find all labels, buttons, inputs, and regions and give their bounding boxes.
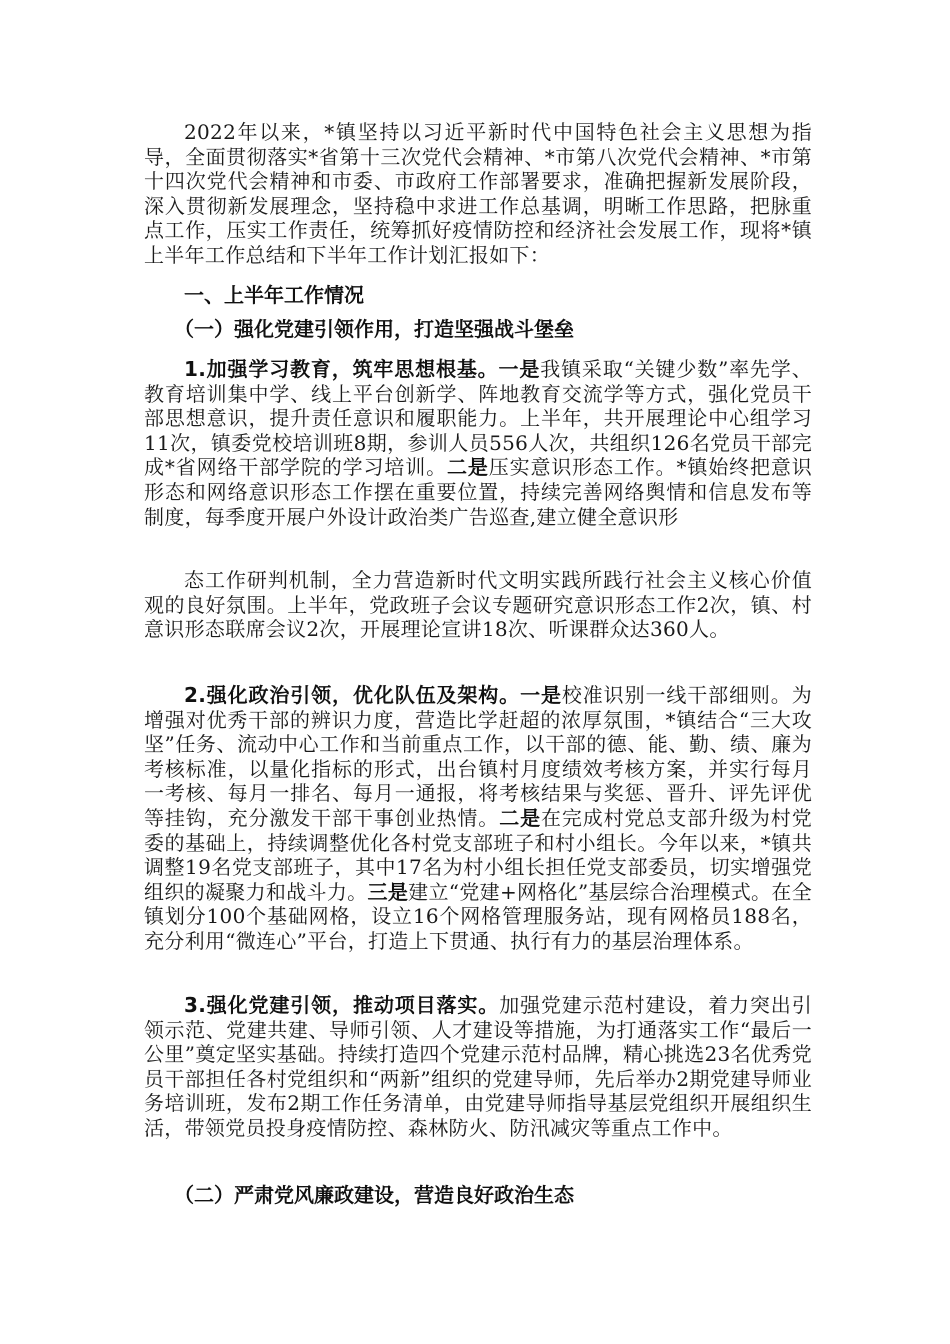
item-2-text-3: 建立“党建+网格化”基层综合治理模式。在全镇划分100个基础网格，设立16个网格管理服务站，现有网格员188名，充分利用“微连心”平台，打造上下贯通、执行有力的基层治理体系。 xyxy=(144,879,812,953)
item-3-title: 3.强化党建引领，推动项目落实。 xyxy=(184,993,500,1017)
item-1-lead-1: 一是 xyxy=(498,357,541,381)
item-1-continuation: 态工作研判机制，全力营造新时代文明实践所践行社会主义核心价值观的良好氛围。上半年，党政班子会议专题研究意识形态工作2次，镇、村意识形态联席会议2次，开展理论宣讲18次、听课群众达360人。 xyxy=(144,568,812,642)
item-2-lead-3: 三是 xyxy=(367,879,409,904)
item-2-text-1: 校准识别一线干部细则。为增强对优秀干部的辨识力度，营造比学赶超的浓厚氛围，*镇结合“三大攻坚”任务、流动中心工作和当前重点工作，以干部的德、能、勤、绩、廉为考核标准，以量化指标的形式，出台镇村月度绩效考核方案，并实行每月一考核、每月一排名、每月一通报，将考核结果与奖惩、晋升、评先评优等挂钩，充分激发干部干事创业热情。 xyxy=(144,683,812,830)
item-2-text-2: 在完成村党总支部升级为村党委的基础上，持续调整优化各村党支部班子和村小组长。今年以来，*镇共调整19名党支部班子，其中17名为村小组长担任党支部委员，切实增强党组织的凝聚力和战斗力。 xyxy=(144,805,812,904)
item-3-text: 加强党建示范村建设，着力突出引领示范、党建共建、导师引领、人才建设等措施，为打通落实工作“最后一公里”奠定坚实基础。持续打造四个党建示范村品牌，精心挑选23名优秀党员干部担任各村党组织和“两新”组织的党建导师，先后举办2期党建导师业务培训班，发布2期工作任务清单，由党建导师指导基层党组织开展组织生活，带领党员投身疫情防控、森林防火、防汛减灾等重点工作中。 xyxy=(144,993,812,1140)
item-1-paragraph xyxy=(144,357,812,529)
subsection-heading-1: （一）强化党建引领作用，打造坚强战斗堡垒 xyxy=(174,317,574,341)
subsection-heading-2: （二）严肃党风廉政建设，营造良好政治生态 xyxy=(174,1183,574,1207)
item-1-title: 1.加强学习教育，筑牢思想根基。 xyxy=(184,357,499,381)
item-2-lead-1: 一是 xyxy=(520,683,562,707)
item-1-text-1: 我镇采取“关键少数”率先学、教育培训集中学、线上平台创新学、阵地教育交流学等方式，强化党员干部思想意识，提升责任意识和履职能力。上半年，共开展理论中心组学习11次，镇委党校培训班8期，参训人员556人次，共组织126名党员干部完成*省网络干部学院的学习培训。 xyxy=(144,357,812,480)
item-2-title: 2.强化政治引领，优化队伍及架构。 xyxy=(184,683,521,707)
item-2-paragraph xyxy=(144,683,812,954)
section-heading-1: 一、上半年工作情况 xyxy=(184,283,364,307)
item-1-lead-2: 二是 xyxy=(446,455,489,480)
item-2-lead-2: 二是 xyxy=(499,805,541,830)
item-1-text-2: 压实意识形态工作。*镇始终把意识形态和网络意识形态工作摆在重要位置，持续完善网络舆情和信息发布等制度，每季度开展户外设计政治类广告巡查,建立健全意识形 xyxy=(144,455,812,529)
intro-paragraph: 2022年以来，*镇坚持以习近平新时代中国特色社会主义思想为指导，全面贯彻落实*省第十三次党代会精神、*市第八次党代会精神、*市第十四次党代会精神和市委、市政府工作部署要求，准确把握新发展阶段，深入贯彻新发展理念，坚持稳中求进工作总基调，明晰工作思路，把脉重点工作，压实工作责任，统筹抓好疫情防控和经济社会发展工作，现将*镇上半年工作总结和下半年工作计划汇报如下： xyxy=(144,120,812,267)
item-3-paragraph xyxy=(144,993,812,1141)
